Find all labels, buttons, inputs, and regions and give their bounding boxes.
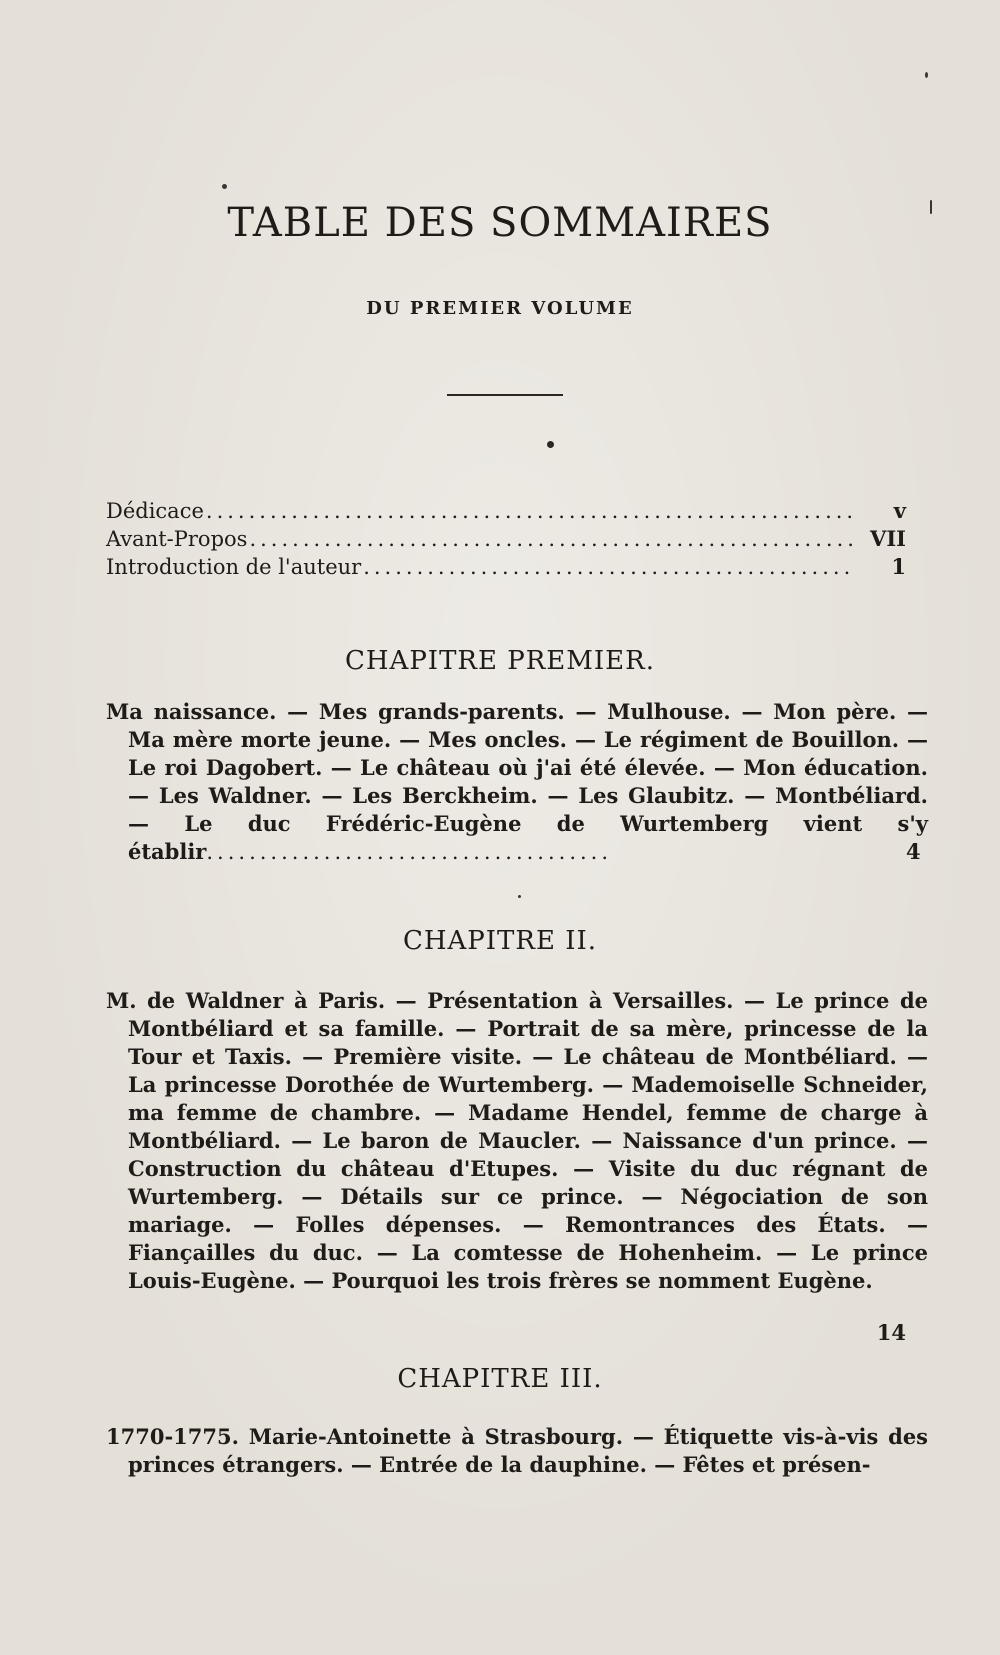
- ornament-dot: [547, 441, 554, 448]
- toc-entry-avant-propos: [106, 525, 906, 553]
- toc-entry-dedicace: [106, 497, 906, 525]
- paper-speck: [222, 184, 227, 189]
- dot-leader: [206, 497, 856, 525]
- paper-speck: [925, 72, 928, 78]
- title-rule: [447, 394, 563, 396]
- chapter-2-page: 14: [876, 1320, 906, 1345]
- page-title: TABLE DES SOMMAIRES: [227, 200, 773, 246]
- dot-leader: [363, 553, 856, 581]
- front-matter-list: [106, 497, 906, 581]
- dot-leader: [249, 525, 856, 553]
- toc-entry-label: Avant-Propos: [106, 527, 248, 551]
- chapter-2-heading: CHAPITRE II.: [402, 926, 598, 956]
- page-subtitle: DU PREMIER VOLUME: [366, 298, 634, 319]
- toc-entry-page: 1: [891, 554, 906, 579]
- paper-speck: [930, 200, 932, 214]
- dot-leader: ......................................: [206, 840, 613, 864]
- chapter-1-summary: Ma naissance. — Mes grands-parents. — Mulhouse. — Mon père. — Ma mère morte jeune. — Mes oncles. — Le régiment de Bouillon. — Le roi Dagobert. — Le château où j'ai été élevée. — Mon éducation. — Les Waldner. — Les Berckheim. — Les Glaubitz. — Montbéliard. — Le duc Frédéric-Eugène de Wurtemberg vient s'y établir...................................... 4: [106, 699, 928, 864]
- chapter-1-summary-text: Ma naissance. — Mes grands-parents. — Mulhouse. — Mon père. — Ma mère morte jeune. — Mes oncles. — Le régiment de Bouillon. — Le roi Dagobert. — Le château où j'ai été élevée. — Mon éducation. — Les Waldner. — Les Berckheim. — Les Glaubitz. — Montbéliard. — Le duc Frédéric-Eugène de Wurtemberg vient s'y établir: [106, 699, 928, 864]
- chapter-3-heading: CHAPITRE III.: [397, 1364, 603, 1394]
- chapter-3-summary: [106, 1423, 928, 1479]
- toc-entry-label: Introduction de l'auteur: [106, 555, 362, 579]
- toc-entry-introduction: [106, 553, 906, 581]
- toc-entry-page: v: [893, 498, 906, 523]
- paper-speck: [518, 895, 521, 898]
- toc-entry-label: Dédicace: [106, 499, 204, 523]
- chapter-2-summary: [106, 987, 928, 1295]
- chapter-1-heading: CHAPITRE PREMIER.: [344, 646, 656, 676]
- chapter-3-summary-text: 1770-1775. Marie-Antoinette à Strasbourg. — Étiquette vis-à-vis des princes étrangers. — Entrée de la dauphine. — Fêtes et présen-: [106, 1424, 928, 1477]
- chapter-2-summary-text: M. de Waldner à Paris. — Présentation à Versailles. — Le prince de Montbéliard et sa famille. — Portrait de sa mère, princesse de la Tour et Taxis. — Première visite. — Le château de Montbéliard. — La princesse Dorothée de Wurtemberg. — Mademoiselle Schneider, ma femme de chambre. — Madame Hendel, femme de charge à Montbéliard. — Le baron de Maucler. — Naissance d'un prince. — Construction du château d'Etupes. — Visite du duc régnant de Wurtemberg. — Détails sur ce prince. — Négociation de son mariage. — Folles dépenses. — Remontrances des États. — Fiançailles du duc. — La comtesse de Hohenheim. — Le prince Louis-Eugène. — Pourquoi les trois frères se nomment Eugène.: [106, 988, 928, 1293]
- toc-entry-page: VII: [870, 526, 906, 551]
